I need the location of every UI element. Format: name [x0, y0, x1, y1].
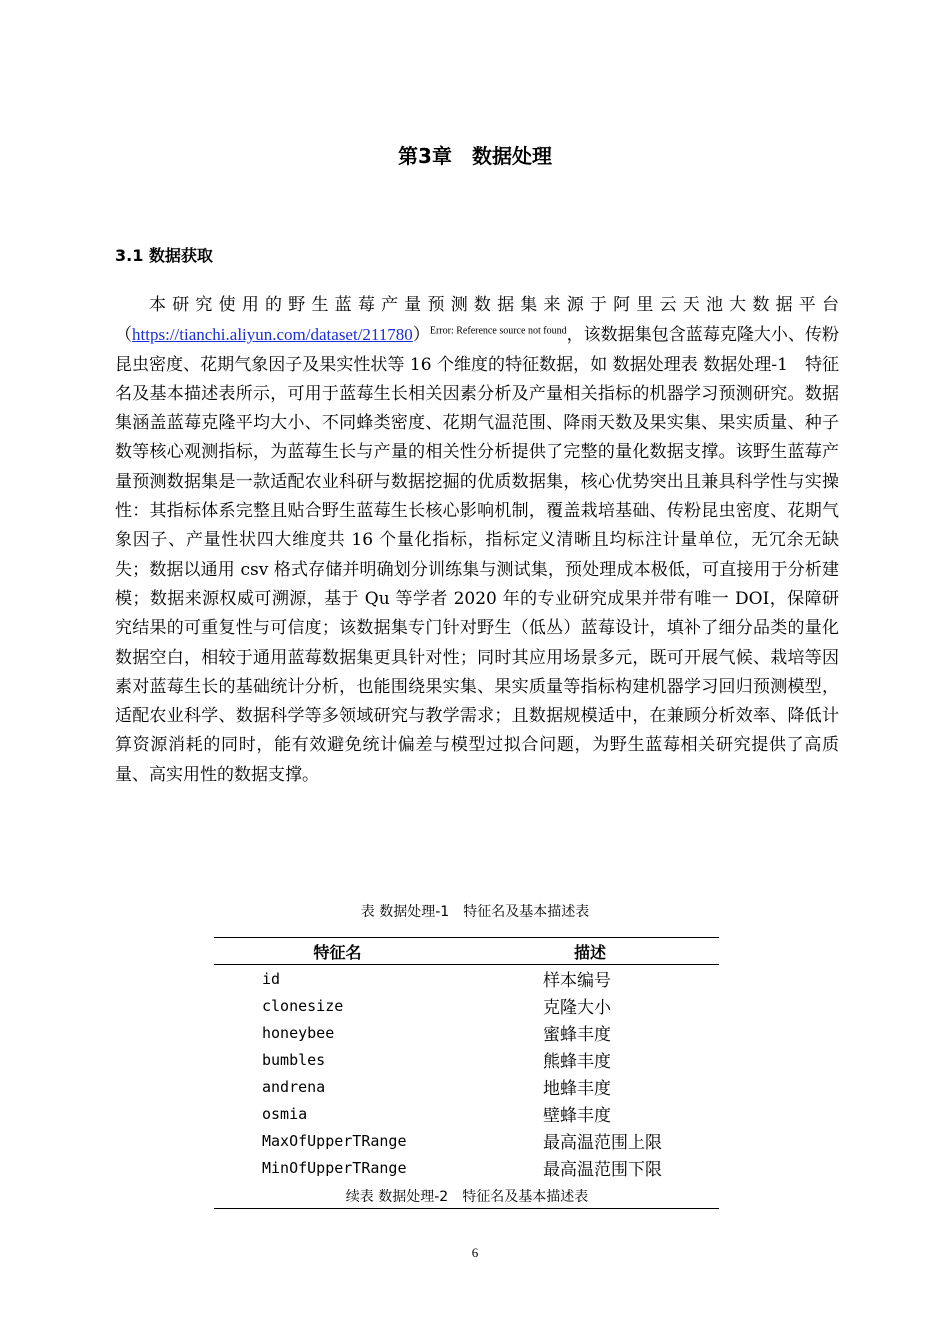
- feature-name-cell: osmia: [262, 1104, 308, 1123]
- table-row: [214, 1019, 719, 1046]
- section-heading: 3.1 数据获取: [115, 246, 213, 265]
- header-description: 描述: [461, 938, 719, 965]
- feature-name-cell: andrena: [262, 1077, 326, 1096]
- body-paragraph: [115, 291, 839, 790]
- feature-name-cell: bumbles: [262, 1050, 326, 1069]
- table-row: [214, 1046, 719, 1073]
- feature-table: [214, 937, 719, 1181]
- feature-name-cell: id: [262, 969, 281, 988]
- feature-name-cell: MinOfUpperTRange: [262, 1158, 407, 1177]
- feature-name-cell: clonesize: [262, 996, 344, 1015]
- dataset-link[interactable]: https://tianchi.aliyun.com/dataset/211780: [132, 325, 413, 345]
- page-number: 6: [471, 1245, 479, 1260]
- header-feature-name: 特征名: [214, 938, 461, 965]
- continued-table-caption: 续表 数据处理-2 特征名及基本描述表: [345, 1189, 589, 1205]
- feature-desc-cell: 熊蜂丰度: [543, 1052, 612, 1072]
- table-row: [214, 1154, 719, 1181]
- feature-desc-cell: 蜜蜂丰度: [543, 1025, 612, 1045]
- paragraph-close-paren: ）: [412, 325, 430, 346]
- table-row: [214, 965, 719, 993]
- paragraph-intro: 本研究使用的野生蓝莓产量预测数据集来源于阿里云天池大数据平台（: [115, 295, 839, 346]
- feature-desc-cell: 最高温范围下限: [543, 1160, 663, 1180]
- feature-desc-cell: 克隆大小: [543, 998, 612, 1018]
- table-row: [214, 1100, 719, 1127]
- table-row: [214, 1127, 719, 1154]
- feature-desc-cell: 壁蜂丰度: [543, 1106, 612, 1126]
- reference-error: Error: Reference source not found: [429, 325, 567, 337]
- table-caption: 表 数据处理-1 特征名及基本描述表: [360, 904, 590, 920]
- table-header-row: [214, 938, 719, 965]
- chapter-title: 第3章 数据处理: [398, 144, 552, 168]
- feature-desc-cell: 地蜂丰度: [543, 1079, 612, 1099]
- feature-name-cell: MaxOfUpperTRange: [262, 1131, 407, 1150]
- table-bottom-rule: [214, 1208, 719, 1209]
- feature-name-cell: honeybee: [262, 1023, 335, 1042]
- paragraph-rest: ，该数据集包含蓝莓克隆大小、传粉昆虫密度、花期气象因子及果实性状等 16 个维度的特征数据，如 数据处理表 数据处理-1 特征名及基本描述表所示，可用于蓝莓生长相关因素分析及产量相关指标的机器学习预测研究。数据集涵盖蓝莓克隆平均大小、不同蜂类密度、花期气温范围、降雨天数及果实集、果实质量、种子数等核心观测指标，为蓝莓生长与产量的相关性分析提供了完整的量化数据支撑。该野生蓝莓产量预测数据集是一款适配农业科研与数据挖掘的优质数据集，核心优势突出且兼具科学性与实操性：其指标体系完整且贴合野生蓝莓生长核心影响机制，覆盖栽培基础、传粉昆虫密度、花期气象因子、产量性状四大维度共 16 个量化指标，指标定义清晰且均标注计量单位，无冗余无缺失；数据以通用 csv 格式存储并明确划分训练集与测试集，预处理成本极低，可直接用于分析建模；数据来源权威可溯源，基于 Qu 等学者 2020 年的专业研究成果并带有唯一 DOI，保障研究结果的可重复性与可信度；该数据集专门针对野生（低丛）蓝莓设计，填补了细分品类的量化数据空白，相较于通用蓝莓数据集更具针对性；同时其应用场景多元，既可开展气候、栽培等因素对蓝莓生长的基础统计分析，也能围绕果实集、果实质量等指标构建机器学习回归预测模型，适配农业科学、数据科学等多领域研究与教学需求；且数据规模适中，在兼顾分析效率、降低计算资源消耗的同时，能有效避免统计偏差与模型过拟合问题，为野生蓝莓相关研究提供了高质量、高实用性的数据支撑。: [115, 325, 840, 785]
- table-row: [214, 1073, 719, 1100]
- feature-desc-cell: 样本编号: [543, 971, 612, 991]
- table-row: [214, 992, 719, 1019]
- feature-desc-cell: 最高温范围上限: [543, 1133, 663, 1153]
